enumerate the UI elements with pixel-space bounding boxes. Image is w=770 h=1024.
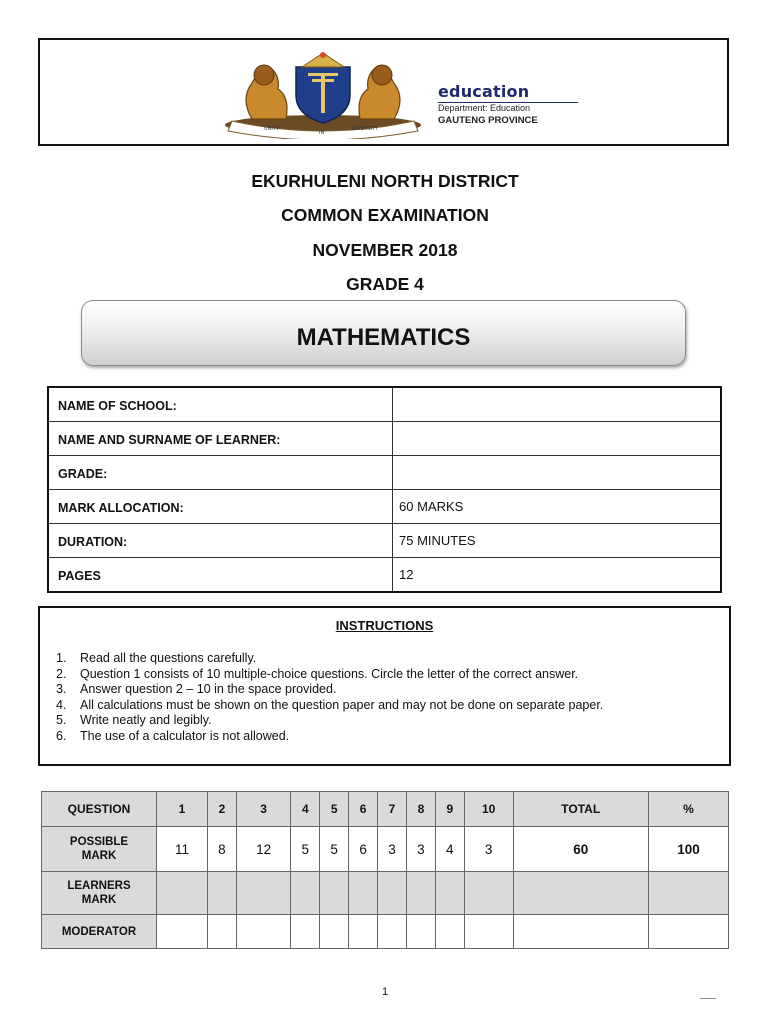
grade-title: GRADE 4 <box>346 274 424 294</box>
possible-mark-cell: 3 <box>378 827 407 872</box>
instructions-list <box>56 651 603 744</box>
possible-mark-cell: 8 <box>207 827 236 872</box>
possible-mark-row <box>42 827 729 872</box>
info-label: MARK ALLOCATION: <box>48 490 393 524</box>
moderator-cell[interactable] <box>349 915 378 949</box>
learners-mark-row <box>42 872 729 915</box>
learners-mark-cell[interactable] <box>406 872 435 915</box>
moderator-cell[interactable] <box>207 915 236 949</box>
learners-mark-cell[interactable] <box>157 872 208 915</box>
row-label-line: MARK <box>81 894 117 906</box>
info-row <box>48 387 721 422</box>
instruction-item <box>56 667 603 683</box>
education-wordmark: education <box>438 82 530 101</box>
instruction-item <box>56 698 603 714</box>
learner-info-table <box>47 386 722 593</box>
question-number: 10 <box>464 792 513 827</box>
moderator-cell[interactable] <box>435 915 464 949</box>
crest-word-1: UNITY <box>264 126 279 132</box>
moderator-cell[interactable] <box>291 915 320 949</box>
possible-mark-cell: 6 <box>349 827 378 872</box>
instruction-item <box>56 713 603 729</box>
possible-mark-cell: 3 <box>464 827 513 872</box>
moderator-header: MODERATOR <box>42 915 157 949</box>
possible-mark-cell: 3 <box>406 827 435 872</box>
crest-word-3: DIVERSITY <box>352 126 379 132</box>
learners-mark-cell[interactable] <box>349 872 378 915</box>
info-label: PAGES <box>48 558 393 593</box>
instruction-number: 1. <box>56 651 67 665</box>
coat-of-arms-icon <box>212 49 434 139</box>
question-number: 5 <box>320 792 349 827</box>
department-label: Department: Education <box>438 103 531 113</box>
corner-mark <box>700 998 716 999</box>
subject-banner <box>81 300 686 366</box>
info-label: NAME OF SCHOOL: <box>48 387 393 422</box>
instruction-number: 6. <box>56 728 67 743</box>
percent-header: % <box>648 792 728 827</box>
exam-title: COMMON EXAMINATION <box>281 205 489 225</box>
question-number: 3 <box>236 792 290 827</box>
question-number: 9 <box>435 792 464 827</box>
learners-total-cell[interactable] <box>513 872 648 915</box>
district-title: EKURHULENI NORTH DISTRICT <box>251 171 519 191</box>
question-header: QUESTION <box>42 792 157 827</box>
possible-mark-cell: 4 <box>435 827 464 872</box>
question-number: 6 <box>349 792 378 827</box>
instruction-item <box>56 651 603 667</box>
question-number: 1 <box>157 792 208 827</box>
learners-mark-cell[interactable] <box>378 872 407 915</box>
moderator-row <box>42 915 729 949</box>
possible-mark-header <box>42 827 157 872</box>
instruction-text: Read all the questions carefully. <box>80 651 257 665</box>
instruction-item <box>56 729 603 745</box>
info-label: DURATION: <box>48 524 393 558</box>
moderator-cell[interactable] <box>157 915 208 949</box>
possible-mark-cell: 5 <box>320 827 349 872</box>
instructions-box <box>38 606 731 766</box>
learners-mark-cell[interactable] <box>464 872 513 915</box>
question-number: 8 <box>406 792 435 827</box>
moderator-cell[interactable] <box>236 915 290 949</box>
marks-table <box>41 791 729 949</box>
question-number: 2 <box>207 792 236 827</box>
total-possible-cell: 60 <box>513 827 648 872</box>
learners-mark-cell[interactable] <box>236 872 290 915</box>
info-row <box>48 422 721 456</box>
info-row <box>48 558 721 593</box>
page-number: 1 <box>381 986 389 998</box>
learners-mark-cell[interactable] <box>435 872 464 915</box>
possible-mark-cell: 12 <box>236 827 290 872</box>
instruction-number: 2. <box>56 666 67 681</box>
grade-field[interactable] <box>393 456 722 490</box>
instruction-item <box>56 682 603 698</box>
info-row <box>48 524 721 558</box>
pages-value: 12 <box>393 558 722 593</box>
instruction-text: Question 1 consists of 10 multiple-choice questions. Circle the letter of the correct answer. <box>80 666 579 681</box>
duration-value: 75 MINUTES <box>393 524 722 558</box>
instruction-text: Write neatly and legibly. <box>80 713 212 727</box>
total-header: TOTAL <box>513 792 648 827</box>
info-label: NAME AND SURNAME OF LEARNER: <box>48 422 393 456</box>
header-logo-box <box>38 38 729 146</box>
row-label-line: POSSIBLE <box>69 836 129 848</box>
subject-title: MATHEMATICS <box>296 324 471 351</box>
info-row <box>48 490 721 524</box>
date-title: NOVEMBER 2018 <box>312 240 458 260</box>
percent-possible-cell: 100 <box>648 827 728 872</box>
moderator-cell[interactable] <box>378 915 407 949</box>
instruction-text: Answer question 2 – 10 in the space provided. <box>80 682 337 696</box>
learners-mark-header <box>42 872 157 915</box>
learners-mark-cell[interactable] <box>320 872 349 915</box>
possible-mark-cell: 5 <box>291 827 320 872</box>
mark-allocation-value: 60 MARKS <box>393 490 722 524</box>
question-number: 4 <box>291 792 320 827</box>
moderator-cell[interactable] <box>464 915 513 949</box>
province-label: GAUTENG PROVINCE <box>438 115 538 126</box>
instruction-text: The use of a calculator is not allowed. <box>80 728 290 743</box>
info-label: GRADE: <box>48 456 393 490</box>
instruction-number: 4. <box>56 697 67 712</box>
instruction-number: 5. <box>56 713 67 727</box>
instruction-text: All calculations must be shown on the question paper and may not be done on separate paper. <box>80 697 604 712</box>
learners-mark-cell[interactable] <box>291 872 320 915</box>
learners-percent-cell[interactable] <box>648 872 728 915</box>
question-number: 7 <box>378 792 407 827</box>
learner-name-field[interactable] <box>393 422 722 456</box>
school-name-field[interactable] <box>393 387 722 422</box>
instruction-number: 3. <box>56 682 67 696</box>
possible-mark-cell: 11 <box>157 827 208 872</box>
instructions-title: INSTRUCTIONS <box>335 618 434 633</box>
moderator-total-cell[interactable] <box>513 915 648 949</box>
crest-word-2: IN <box>319 130 325 136</box>
info-row <box>48 456 721 490</box>
question-row <box>42 792 729 827</box>
row-label-line: MARK <box>81 850 117 862</box>
moderator-cell[interactable] <box>406 915 435 949</box>
learners-mark-cell[interactable] <box>207 872 236 915</box>
row-label-line: LEARNERS <box>67 880 131 892</box>
moderator-cell[interactable] <box>320 915 349 949</box>
moderator-percent-cell[interactable] <box>648 915 728 949</box>
